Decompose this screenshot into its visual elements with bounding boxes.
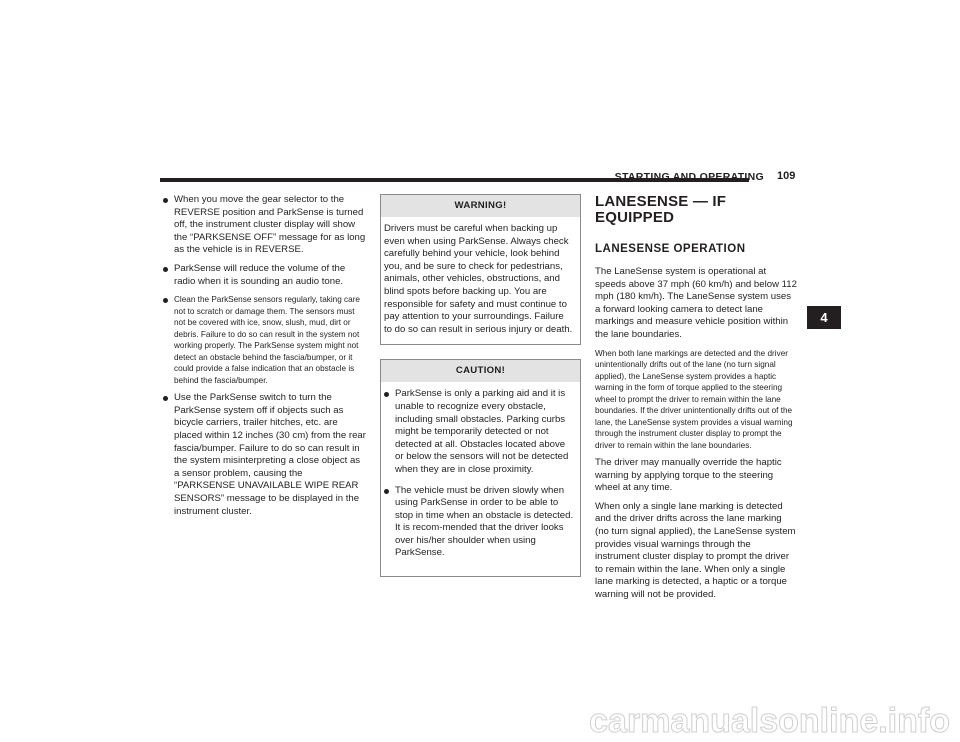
caution-heading: CAUTION!	[381, 360, 580, 382]
page-number: 109	[777, 170, 796, 182]
caution-bullet-list	[384, 388, 574, 560]
middle-column	[380, 194, 581, 591]
caution-bullet-item: The vehicle must be driven slowly when using ParkSense in order to be able to stop in time when an obstacle is detected. It is recom-mended that the driver looks over his/her shoulder when using ParkSense.	[384, 485, 574, 561]
right-column	[595, 194, 798, 608]
chapter-tab: 4	[807, 306, 841, 329]
watermark	[0, 700, 960, 742]
caution-bullet-item: ParkSense is only a parking aid and it is unable to recognize every obstacle, including small obstacles. Parking curbs might be temporarily detected or not detected at all. Obstacles located above or below the sensors will not be detected when they are in close proximity.	[384, 388, 574, 476]
left-bullet-item: ParkSense will reduce the volume of the radio when it is sounding an audio tone.	[163, 263, 366, 288]
left-bullet-item: Use the ParkSense switch to turn the ParkSense system off if objects such as bicycle carriers, trailer hitches, etc. are placed within 12 inches (30 cm) from the rear fascia/bumper. Failure to do so can result in the system misinterpreting a close object as a sensor problem, causing the “PARKSENSE UNAVAILABLE WIPE REAR SENSORS” message to be displayed in the instrument cluster.	[163, 392, 366, 518]
caution-box	[380, 359, 581, 577]
watermark-logo	[0, 700, 960, 742]
left-bullet-item: Clean the ParkSense sensors regularly, taking care not to scratch or damage them. The sensors must not be covered with ice, snow, slush, mud, dirt or debris. Failure to do so can result in the system not working properly. The ParkSense system might not detect an obstacle behind the fascia/bumper, or it could provide a false indication that an obstacle is behind the fascia/bumper.	[163, 294, 366, 386]
left-bullet-list	[163, 194, 366, 518]
left-column	[163, 194, 366, 524]
body-paragraph: When only a single lane marking is detected and the driver drifts across the lane marking (no turn signal applied), the LaneSense system provides visual warnings through the instrument cluster display to prompt the driver to remain within the lane. When only a single lane marking is detected, a haptic or a torque warning will not be provided.	[595, 500, 796, 600]
running-header: STARTING AND OPERATING	[614, 171, 764, 183]
section-title: LANESENSE — IF EQUIPPED	[595, 193, 727, 226]
body-paragraph: The LaneSense system is operational at speeds above 37 mph (60 km/h) and below 112 mph (180 km/h). The LaneSense system uses a forward looking camera to detect lane markings and measure vehicle position within the lane boundaries.	[595, 266, 797, 340]
body-paragraph: The driver may manually override the haptic warning by applying torque to the steering wheel at any time.	[595, 457, 782, 494]
warning-heading: WARNING!	[381, 195, 580, 217]
watermark-text: carmanualsonline.info	[589, 702, 950, 740]
lanesense-paragraphs	[595, 266, 798, 602]
warning-box	[380, 194, 581, 345]
body-paragraph: When both lane markings are detected and the driver unintentionally drifts out of the lane (no turn signal applied), the LaneSense system provides a haptic warning in the form of torque applied to the steering wheel to prompt the driver to remain within the lane boundaries. If the driver unintentionally drifts out of the lane, the LaneSense system provides a visual warning through the instrument cluster display to prompt the driver to remain within the lane boundaries.	[595, 348, 793, 450]
warning-text: Drivers must be careful when backing up even when using ParkSense. Always check carefully behind your vehicle, look behind you, and be sure to check for pedestrians, animals, other vehicles, obstructions, and blind spots before backing up. You are responsible for safety and must continue to pay attention to your surroundings. Failure to do so can result in serious injury or death.	[384, 223, 573, 335]
subsection-title: LANESENSE OPERATION	[595, 243, 746, 255]
left-bullet-item: When you move the gear selector to the REVERSE position and ParkSense is turned off, the instrument cluster display will show the “PARKSENSE OFF” message for as long as the vehicle is in REVERSE.	[163, 194, 366, 257]
